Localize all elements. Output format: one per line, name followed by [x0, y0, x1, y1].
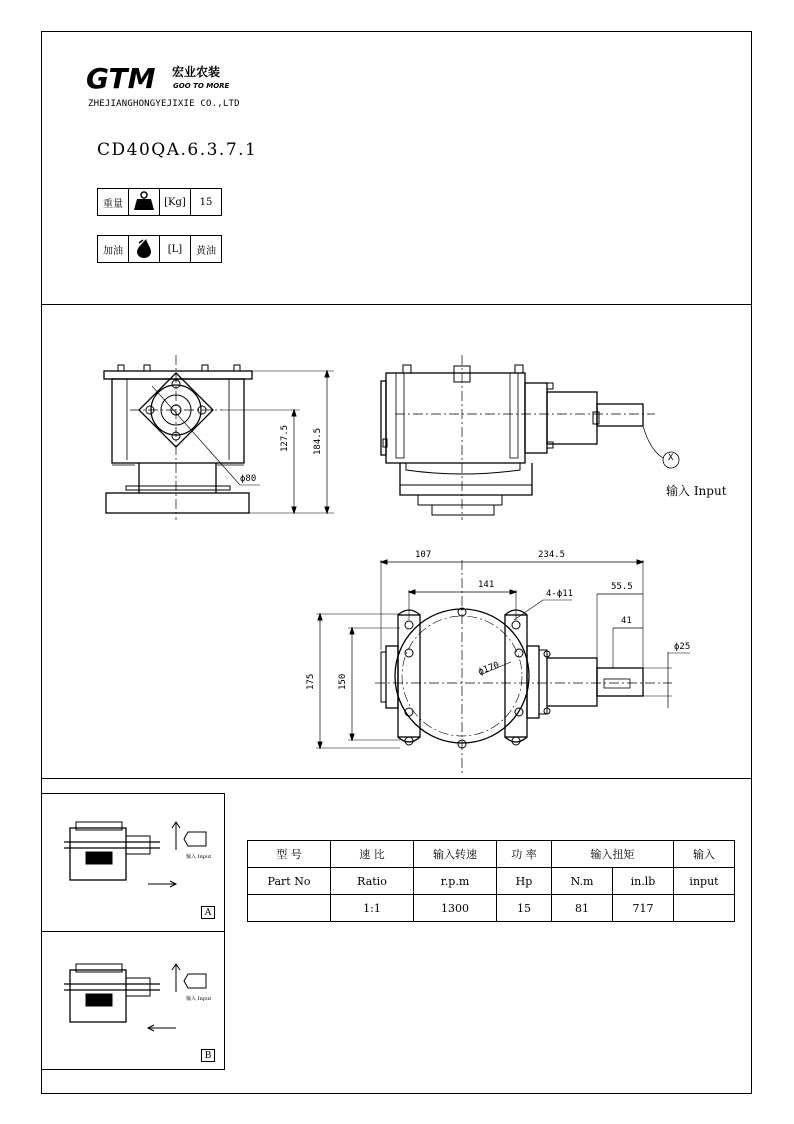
cell-nm: 81 — [552, 895, 613, 922]
dim-top-2345: 234.5 — [538, 550, 566, 560]
dim-top-holes: 4-ϕ11 — [546, 589, 574, 599]
variant-a-tag: A — [201, 906, 215, 919]
header-en-nm: N.m — [552, 868, 613, 895]
dim-front-dia80: ϕ80 — [240, 474, 257, 484]
side-view — [381, 355, 679, 520]
dim-top-41: 41 — [621, 616, 632, 626]
header-en-ratio: Ratio — [331, 868, 414, 895]
header-en-inlb: in.lb — [613, 868, 674, 895]
header-part: 型 号 — [248, 841, 331, 868]
cell-hp: 15 — [497, 895, 552, 922]
weight-unit: [Kg] — [160, 189, 191, 216]
header-en-hp: Hp — [497, 868, 552, 895]
dim-front-127: 127.5 — [280, 424, 290, 452]
dim-top-555: 55.5 — [611, 582, 633, 592]
table-header-en — [248, 868, 735, 895]
input-label: 输入 Input — [666, 484, 727, 498]
variant-a-panel — [41, 793, 225, 932]
oil-unit: [L] — [160, 236, 191, 263]
logo-cn: 宏业农装 — [172, 65, 221, 79]
cell-input — [674, 895, 735, 922]
cell-ratio: 1:1 — [331, 895, 414, 922]
table-header-cn — [248, 841, 735, 868]
variant-a-note: 输入 Input — [186, 854, 212, 860]
dim-top-141: 141 — [478, 580, 495, 590]
header-torque: 输入扭矩 — [552, 841, 674, 868]
header-en-part: Part No — [248, 868, 331, 895]
cell-rpm: 1300 — [414, 895, 497, 922]
header-en-rpm: r.p.m — [414, 868, 497, 895]
cell-part — [248, 895, 331, 922]
header-ratio: 速 比 — [331, 841, 414, 868]
logo-mark: GTM — [86, 62, 156, 95]
oil-value: 黄油 — [191, 236, 222, 263]
header-rpm: 输入转速 — [414, 841, 497, 868]
dim-top-dia25: ϕ25 — [674, 642, 691, 652]
weight-value: 15 — [191, 189, 222, 216]
company-name: ZHEJIANGHONGYEJIXIE CO.,LTD — [88, 99, 240, 109]
dim-top-107: 107 — [415, 550, 432, 560]
header-input: 输入 — [674, 841, 735, 868]
performance-table — [247, 840, 735, 922]
top-view — [316, 560, 690, 775]
dim-front-184: 184.5 — [313, 427, 323, 455]
table-row — [248, 895, 735, 922]
dim-top-dia170: ϕ170 — [476, 660, 501, 678]
variant-b-note: 输入 Input — [186, 996, 212, 1002]
model-number: CD40QA.6.3.7.1 — [97, 140, 258, 160]
weight-label: 重量 — [98, 189, 129, 216]
header-en-input: input — [674, 868, 735, 895]
dim-side-150: 150 — [338, 673, 348, 690]
front-view — [104, 355, 334, 520]
cell-inlb: 717 — [613, 895, 674, 922]
input-callout: X — [668, 453, 674, 463]
variant-b-tag: B — [201, 1049, 215, 1062]
dim-side-175: 175 — [306, 673, 316, 690]
logo-slogan: GOO TO MORE — [173, 82, 230, 90]
header-power: 功 率 — [497, 841, 552, 868]
oil-label: 加油 — [98, 236, 129, 263]
